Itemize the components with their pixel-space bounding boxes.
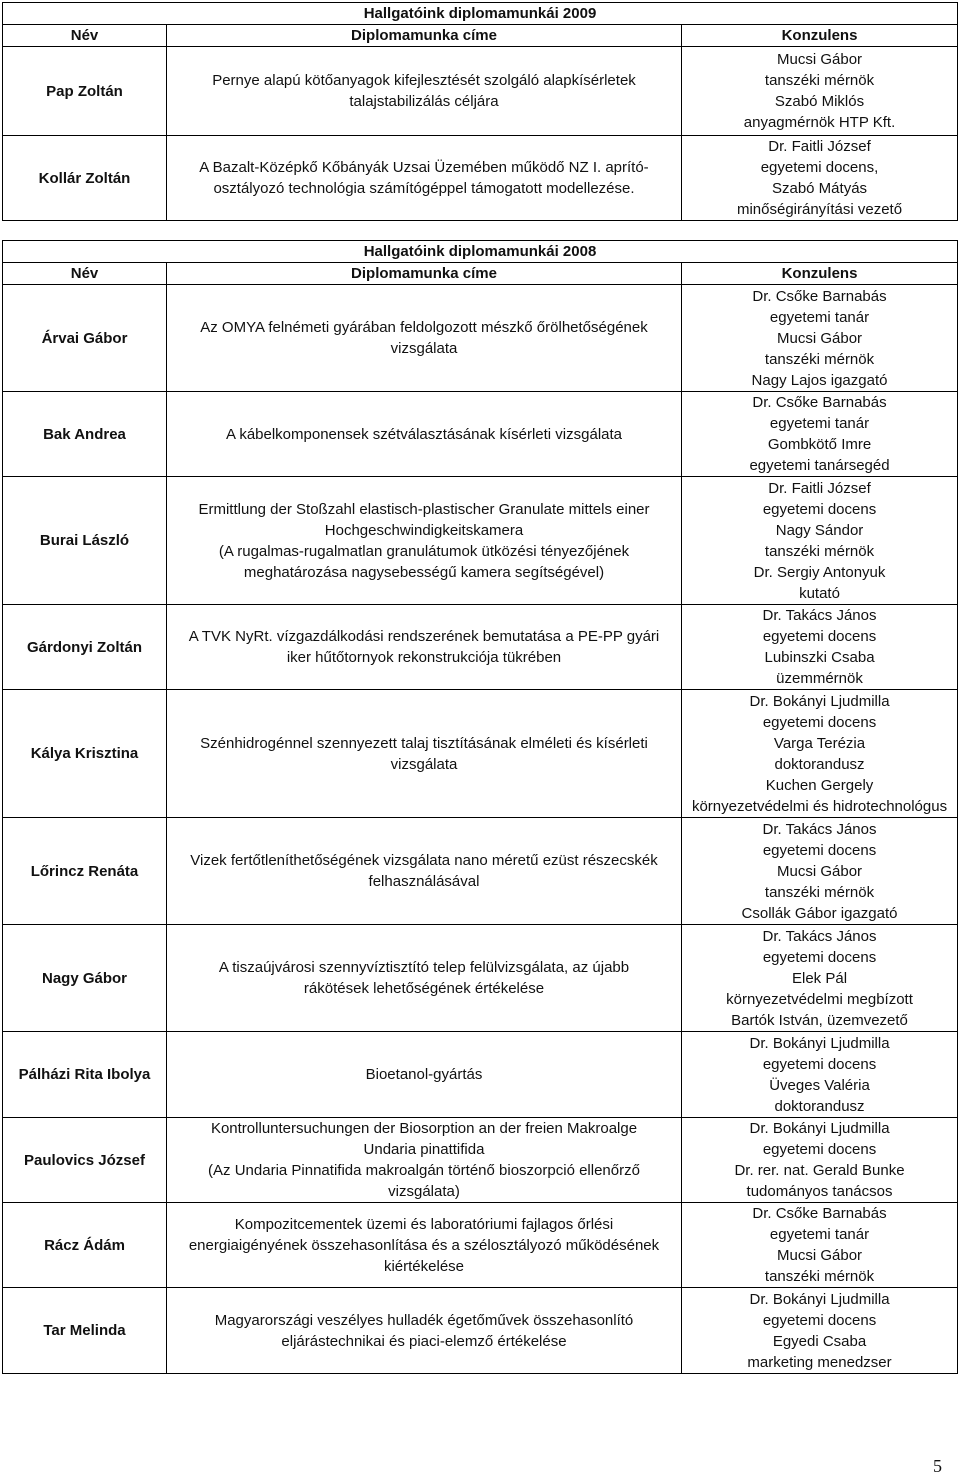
- thesis-title-line: Az OMYA felnémeti gyárában feldolgozott mészkő őrölhetőségének: [200, 319, 648, 336]
- page-number: 5: [933, 1456, 942, 1476]
- consultant-line: egyetemi docens: [762, 1055, 877, 1073]
- thesis-title-line: Ermittlung der Stoßzahl elastisch-plastischer Granulate mittels einer: [198, 500, 650, 518]
- consultant-line: doktorandusz: [774, 755, 865, 773]
- consultant-line: Nagy Lajos igazgató: [751, 371, 888, 389]
- student-name: Bak Andrea: [3, 392, 167, 477]
- thesis-title: [167, 47, 682, 136]
- table-header-row: [3, 25, 958, 47]
- table-row: [3, 1288, 958, 1374]
- consultant-line: tudományos tanácsos: [746, 1183, 893, 1200]
- header-name: Név: [3, 25, 167, 47]
- consultant-line: tanszéki mérnök: [764, 72, 875, 89]
- consultants: [682, 47, 958, 136]
- table-title: Hallgatóink diplomamunkái 2009: [3, 3, 958, 25]
- consultant-line: doktorandusz: [774, 1097, 865, 1115]
- table-row: [3, 1032, 958, 1118]
- consultant-line: Mucsi Gábor: [777, 862, 863, 880]
- consultant-line: anyagmérnök HTP Kft.: [743, 114, 896, 131]
- consultant-line: Dr. Csőke Barnabás: [752, 287, 887, 305]
- consultant-line: Szabó Miklós: [774, 93, 865, 110]
- student-name: Paulovics József: [3, 1118, 167, 1203]
- thesis-title-line: eljárástechnikai és piaci-elemző értékelése: [281, 1332, 567, 1350]
- table-row: [3, 1203, 958, 1288]
- student-name: Árvai Gábor: [3, 285, 167, 392]
- consultant-line: Szabó Mátyás: [771, 180, 868, 197]
- consultants: [682, 392, 958, 477]
- consultant-line: minőségirányítási vezető: [736, 201, 903, 218]
- consultant-line: egyetemi docens: [762, 841, 877, 859]
- table-row: [3, 392, 958, 477]
- thesis-title: [167, 1118, 682, 1203]
- table-2009: [2, 2, 958, 221]
- student-name: Tar Melinda: [3, 1288, 167, 1374]
- consultants: [682, 690, 958, 818]
- consultant-line: Dr. Csőke Barnabás: [752, 1205, 887, 1222]
- thesis-title-line: (Az Undaria Pinnatifida makroalgán történő bioszorpció ellenőrző: [208, 1162, 640, 1179]
- thesis-title-line: A TVK NyRt. vízgazdálkodási rendszerének bemutatása a PE-PP gyári: [188, 628, 660, 645]
- thesis-title: [167, 925, 682, 1032]
- consultant-line: Dr. Faitli József: [768, 138, 871, 155]
- consultant-line: Dr. Sergiy Antonyuk: [753, 563, 886, 581]
- consultants: [682, 1032, 958, 1118]
- student-name: Pálházi Rita Ibolya: [3, 1032, 167, 1118]
- thesis-title-line: iker hűtőtornyok rekonstrukciója tükrében: [286, 649, 562, 666]
- thesis-title-line: Vizek fertőtleníthetőségének vizsgálata nano méretű ezüst részecskék: [190, 852, 658, 869]
- consultant-line: Dr. Bokányi Ljudmilla: [749, 1290, 890, 1308]
- table-row: [3, 818, 958, 925]
- table-title: Hallgatóink diplomamunkái 2008: [3, 241, 958, 263]
- table-row: [3, 1118, 958, 1203]
- thesis-title: [167, 392, 682, 477]
- table-row: [3, 477, 958, 605]
- thesis-title: [167, 1288, 682, 1374]
- consultants: [682, 1118, 958, 1203]
- consultant-line: Dr. Faitli József: [768, 479, 871, 497]
- consultant-line: Dr. Csőke Barnabás: [752, 394, 887, 411]
- consultants: [682, 818, 958, 925]
- consultant-line: Gombkötő Imre: [767, 436, 872, 453]
- thesis-title-line: Kompozitcementek üzemi és laboratóriumi fajlagos őrlési: [234, 1215, 614, 1233]
- table-row: [3, 605, 958, 690]
- consultant-line: egyetemi docens: [762, 500, 877, 518]
- consultant-line: egyetemi docens: [762, 948, 877, 966]
- thesis-title-line: Kontrolluntersuchungen der Biosorption an der freien Makroalge: [210, 1120, 638, 1137]
- consultant-line: Bartók István, üzemvezető: [731, 1011, 908, 1029]
- consultant-line: egyetemi tanársegéd: [749, 457, 890, 474]
- thesis-title-line: Pernye alapú kötőanyagok kifejlesztését szolgáló alapkísérletek: [212, 72, 636, 89]
- consultant-line: Nagy Sándor: [775, 521, 864, 539]
- header-thesis-title: Diplomamunka címe: [167, 263, 682, 285]
- consultant-line: Mucsi Gábor: [777, 329, 863, 347]
- thesis-title: [167, 1203, 682, 1288]
- thesis-title-line: energiaigényének összehasonlítása és a szélosztályozó működésének: [188, 1236, 660, 1254]
- header-thesis-title: Diplomamunka címe: [167, 25, 682, 47]
- thesis-title-line: felhasználásával: [368, 873, 480, 890]
- consultant-line: egyetemi docens,: [760, 159, 879, 176]
- student-name: Rácz Ádám: [3, 1203, 167, 1288]
- thesis-title-line: rákötések lehetőségének értékelése: [303, 980, 545, 997]
- thesis-title-line: meghatározása nagysebességű kamera segítségével): [243, 563, 605, 581]
- table-title-row: [3, 3, 958, 25]
- consultant-line: Mucsi Gábor: [777, 1247, 863, 1264]
- thesis-title: [167, 136, 682, 221]
- consultant-line: egyetemi docens: [762, 628, 877, 645]
- thesis-title-line: A tiszaújvárosi szennyvíztisztító telep felülvizsgálata, az újabb: [218, 959, 630, 976]
- thesis-title-line: vizsgálata): [388, 1183, 460, 1200]
- consultant-line: egyetemi tanár: [769, 1226, 870, 1243]
- consultant-line: tanszéki mérnök: [764, 350, 875, 368]
- thesis-title: [167, 605, 682, 690]
- student-name: Kollár Zoltán: [3, 136, 167, 221]
- consultant-line: tanszéki mérnök: [764, 1268, 875, 1285]
- consultant-line: egyetemi tanár: [769, 308, 870, 326]
- header-consultant: Konzulens: [682, 263, 958, 285]
- thesis-title-line: vizsgálata: [390, 755, 458, 773]
- consultant-line: Varga Terézia: [773, 734, 866, 752]
- consultants: [682, 285, 958, 392]
- consultant-line: Egyedi Csaba: [772, 1332, 867, 1350]
- consultants: [682, 1288, 958, 1374]
- thesis-title-line: Bioetanol-gyártás: [365, 1066, 483, 1083]
- consultant-line: tanszéki mérnök: [764, 883, 875, 901]
- thesis-title-line: A Bazalt-Középkő Kőbányák Uzsai Üzemében működő NZ I. aprító-: [199, 159, 649, 176]
- consultant-line: Elek Pál: [792, 969, 848, 987]
- student-name: Kálya Krisztina: [3, 690, 167, 818]
- thesis-title-line: A kábelkomponensek szétválasztásának kísérleti vizsgálata: [225, 425, 623, 443]
- table-header-row: [3, 263, 958, 285]
- thesis-title-line: Szénhidrogénnel szennyezett talaj tisztításának elméleti és kísérleti: [200, 734, 648, 752]
- consultant-line: Dr. rer. nat. Gerald Bunke: [734, 1162, 905, 1179]
- consultant-line: környezetvédelmi és hidrotechnológus: [691, 797, 948, 815]
- thesis-title-line: (A rugalmas-rugalmatlan granulátumok ütközési tényezőjének: [218, 542, 630, 560]
- thesis-title: [167, 1032, 682, 1118]
- table-row: [3, 136, 958, 221]
- thesis-title-line: kiértékelése: [383, 1257, 465, 1275]
- table-title-row: [3, 241, 958, 263]
- consultant-line: Dr. Bokányi Ljudmilla: [749, 692, 890, 710]
- consultant-line: egyetemi docens: [762, 713, 877, 731]
- table-row: [3, 925, 958, 1032]
- table-row: [3, 47, 958, 136]
- consultant-line: tanszéki mérnök: [764, 542, 875, 560]
- consultant-line: Dr. Bokányi Ljudmilla: [749, 1120, 890, 1137]
- consultant-line: Mucsi Gábor: [777, 51, 863, 68]
- thesis-title: [167, 690, 682, 818]
- consultants: [682, 605, 958, 690]
- thesis-title-line: Undaria pinattifida: [363, 1141, 485, 1158]
- consultant-line: kutató: [799, 584, 840, 602]
- consultant-line: Üveges Valéria: [769, 1076, 870, 1094]
- thesis-title: [167, 818, 682, 925]
- consultants: [682, 1203, 958, 1288]
- consultant-line: Csollák Gábor igazgató: [741, 904, 898, 922]
- thesis-title-line: vizsgálata: [390, 340, 458, 357]
- consultant-line: egyetemi tanár: [769, 415, 870, 432]
- consultant-line: Dr. Takács János: [762, 820, 877, 838]
- consultant-line: Dr. Takács János: [762, 607, 877, 624]
- consultant-line: egyetemi docens: [762, 1311, 877, 1329]
- thesis-title-line: Magyarországi veszélyes hulladék égetőművek összehasonlító: [214, 1311, 634, 1329]
- student-name: Burai László: [3, 477, 167, 605]
- consultant-line: egyetemi docens: [762, 1141, 877, 1158]
- consultants: [682, 136, 958, 221]
- header-consultant: Konzulens: [682, 25, 958, 47]
- consultant-line: Kuchen Gergely: [765, 776, 874, 794]
- student-name: Lőrincz Renáta: [3, 818, 167, 925]
- student-name: Nagy Gábor: [3, 925, 167, 1032]
- thesis-title-line: talajstabilizálás céljára: [349, 93, 499, 110]
- consultant-line: környezetvédelmi megbízott: [726, 990, 913, 1008]
- table-row: [3, 285, 958, 392]
- student-name: Pap Zoltán: [3, 47, 167, 136]
- table-row: [3, 690, 958, 818]
- thesis-title-line: Hochgeschwindigkeitskamera: [324, 521, 524, 539]
- consultant-line: Lubinszki Csaba: [764, 649, 875, 666]
- header-name: Név: [3, 263, 167, 285]
- thesis-title: [167, 477, 682, 605]
- consultant-line: Dr. Bokányi Ljudmilla: [749, 1034, 890, 1052]
- consultant-line: Dr. Takács János: [762, 927, 877, 945]
- student-name: Gárdonyi Zoltán: [3, 605, 167, 690]
- consultant-line: marketing menedzser: [747, 1353, 892, 1371]
- consultants: [682, 925, 958, 1032]
- consultants: [682, 477, 958, 605]
- thesis-title-line: osztályozó technológia számítógéppel támogatott modellezése.: [213, 180, 635, 197]
- table-2008: [2, 240, 958, 1374]
- thesis-title: [167, 285, 682, 392]
- consultant-line: üzemmérnök: [776, 670, 863, 687]
